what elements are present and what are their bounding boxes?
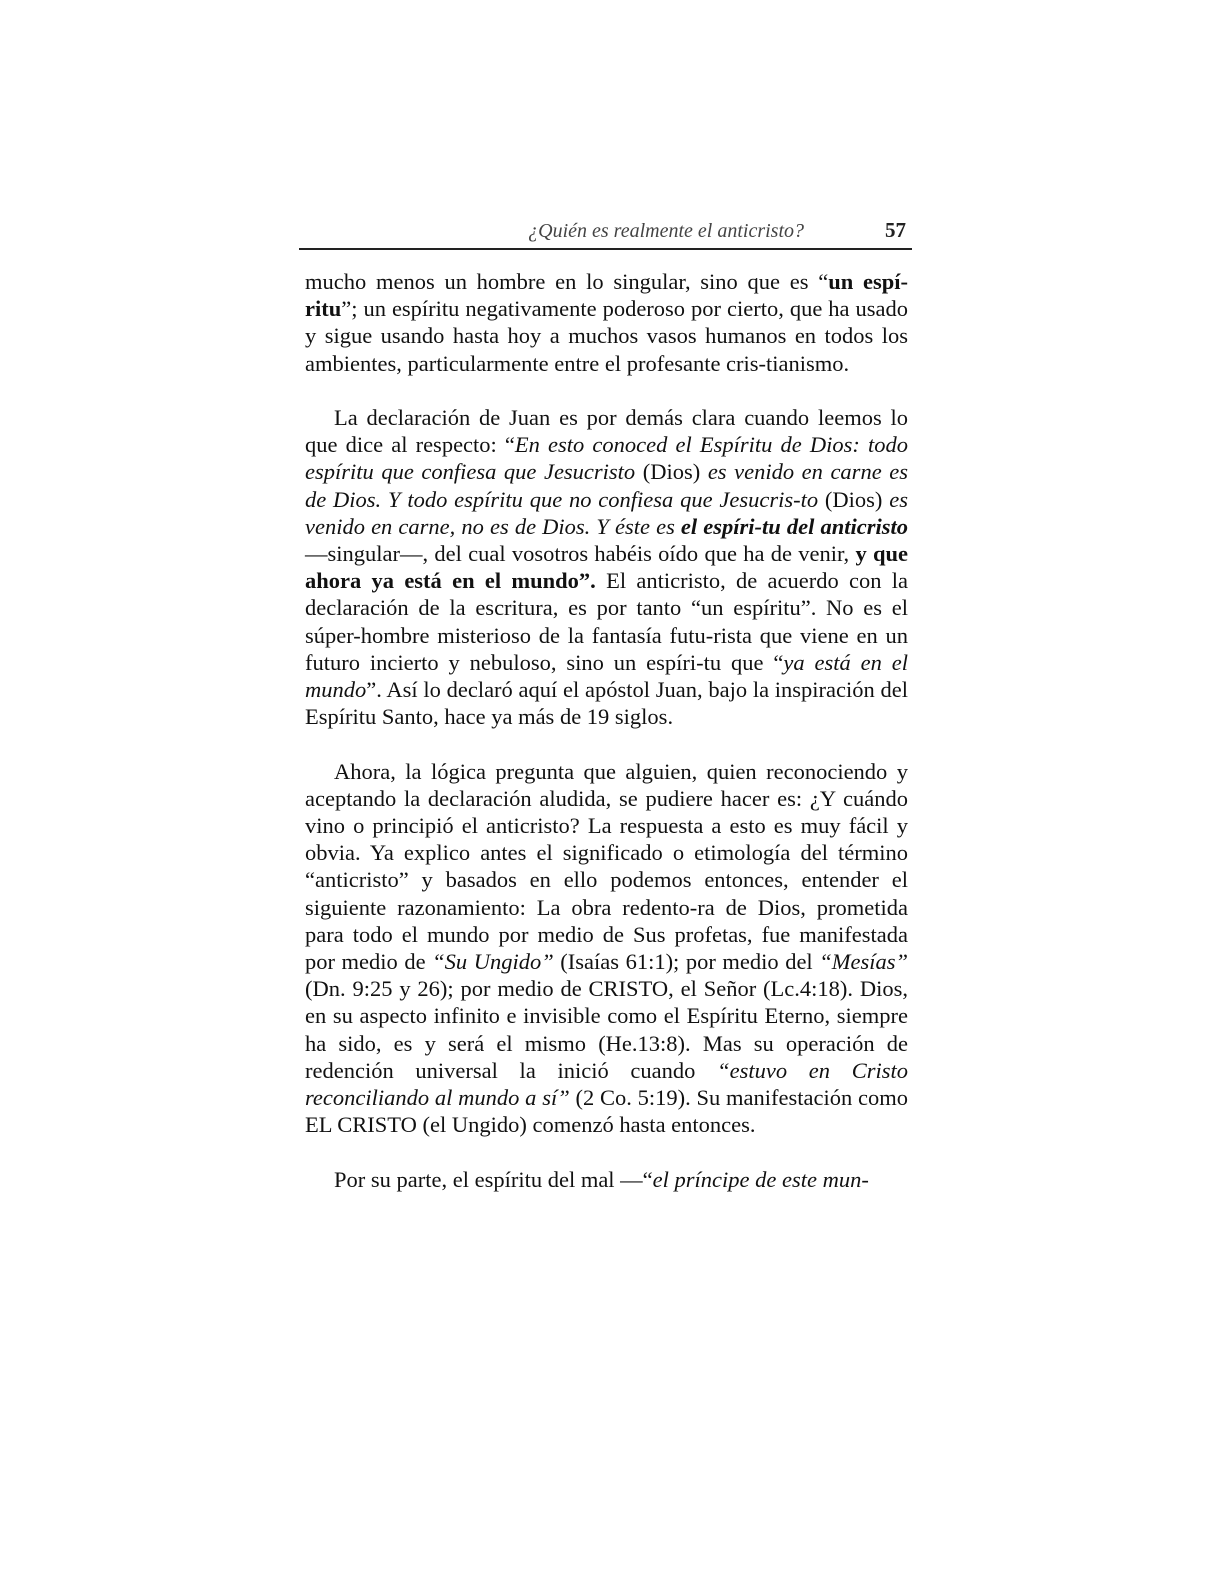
p2-quote-4: ya está en el mundo [305, 649, 908, 703]
p2-quote-1: En esto conoced el Espíritu de Dios: todo espíritu que confiesa que Jesucristo [305, 432, 908, 485]
paragraph-1 [305, 268, 908, 377]
p3-text-2: (Isaías 61:1); por medio del [553, 949, 820, 975]
body-text [305, 268, 908, 1193]
p4-quote-1: el príncipe de este mun- [652, 1166, 869, 1192]
p1-text-2: ”; un espíritu negativamente poderoso por cierto, que ha usado y sigue usando hasta hoy a muchos vasos humanos en todos los ambientes, particularmente entre el profesante cris-tianismo. [305, 296, 908, 376]
running-title: ¿Quién es realmente el anticristo? [528, 220, 804, 242]
p3-text-1: Ahora, la lógica pregunta que alguien, quien reconociendo y aceptando la declaración aludida, se pudiere hacer es: ¿Y cuándo vino o principió el anticristo? La respuesta a esto es muy fácil y obvia. Ya explico antes el significado o etimología del término “anticristo” y basados en ello podemos entonces, entender el siguiente razonamiento: La obra redento-ra de Dios, prometida para todo el mundo por medio de Sus profetas, fue manifestada por medio de [305, 758, 908, 975]
p2-quote-3: es venido en carne, no es de Dios. Y éste es [305, 486, 908, 539]
p2-text-2: (Dios) [635, 459, 708, 485]
paragraph-2 [305, 404, 908, 730]
p1-bold-term: un espí-ritu [305, 269, 908, 322]
p3-text-4: (2 Co. 5:19). Su manifestación como EL CRISTO (el Ungido) comenzó hasta entonces. [305, 1085, 908, 1138]
p2-text-6: ”. Así lo declaró aquí el apóstol Juan, bajo la inspiración del Espíritu Santo, hace ya más de 19 siglos. [305, 677, 908, 730]
p3-quote-2: “Mesías” [819, 949, 909, 975]
running-header [299, 218, 912, 250]
p2-text-5: El anticristo, de acuerdo con la declaración de la escritura, es por tanto “un espíritu”. No es el súper-hombre misterioso de la fantasía futu-rista que viene en un futuro incierto y nebuloso, sino un espíri-tu que “ [305, 568, 908, 675]
p3-text-3: (Dn. 9:25 y 26); por medio de CRISTO, el Señor (Lc.4:18). Dios, en su aspecto infinito e invisible como el Espíritu Eterno, siempre ha sido, es y será el mismo (He.13:8). Mas su operación de redención universal la inició cuando [305, 976, 908, 1083]
page-number: 57 [885, 218, 906, 242]
p2-bold-quote: y que ahora ya está en el mundo”. [305, 541, 909, 594]
paragraph-3 [305, 758, 908, 1139]
p2-text-4: —singular—, del cual vosotros habéis oído que ha de venir, [305, 541, 856, 567]
p4-text-1: Por su parte, el espíritu del mal —“ [334, 1166, 653, 1192]
paragraph-4 [305, 1166, 908, 1193]
p1-text-1: mucho menos un hombre en lo singular, sino que es “ [305, 269, 829, 294]
p2-bold-italic: el espíri-tu del anticristo [680, 513, 908, 539]
p2-text-1: La declaración de Juan es por demás clara cuando leemos lo que dice al respecto: “ [305, 405, 908, 458]
p3-quote-1: “Su Ungido” [432, 949, 554, 975]
p3-quote-3: “estuvo en Cristo reconciliando al mundo a sí” [305, 1057, 908, 1111]
p2-quote-2: es venido en carne es de Dios. Y todo espíritu que no confiesa que Jesucris-to [305, 459, 908, 512]
p2-text-3: (Dios) [818, 486, 890, 512]
